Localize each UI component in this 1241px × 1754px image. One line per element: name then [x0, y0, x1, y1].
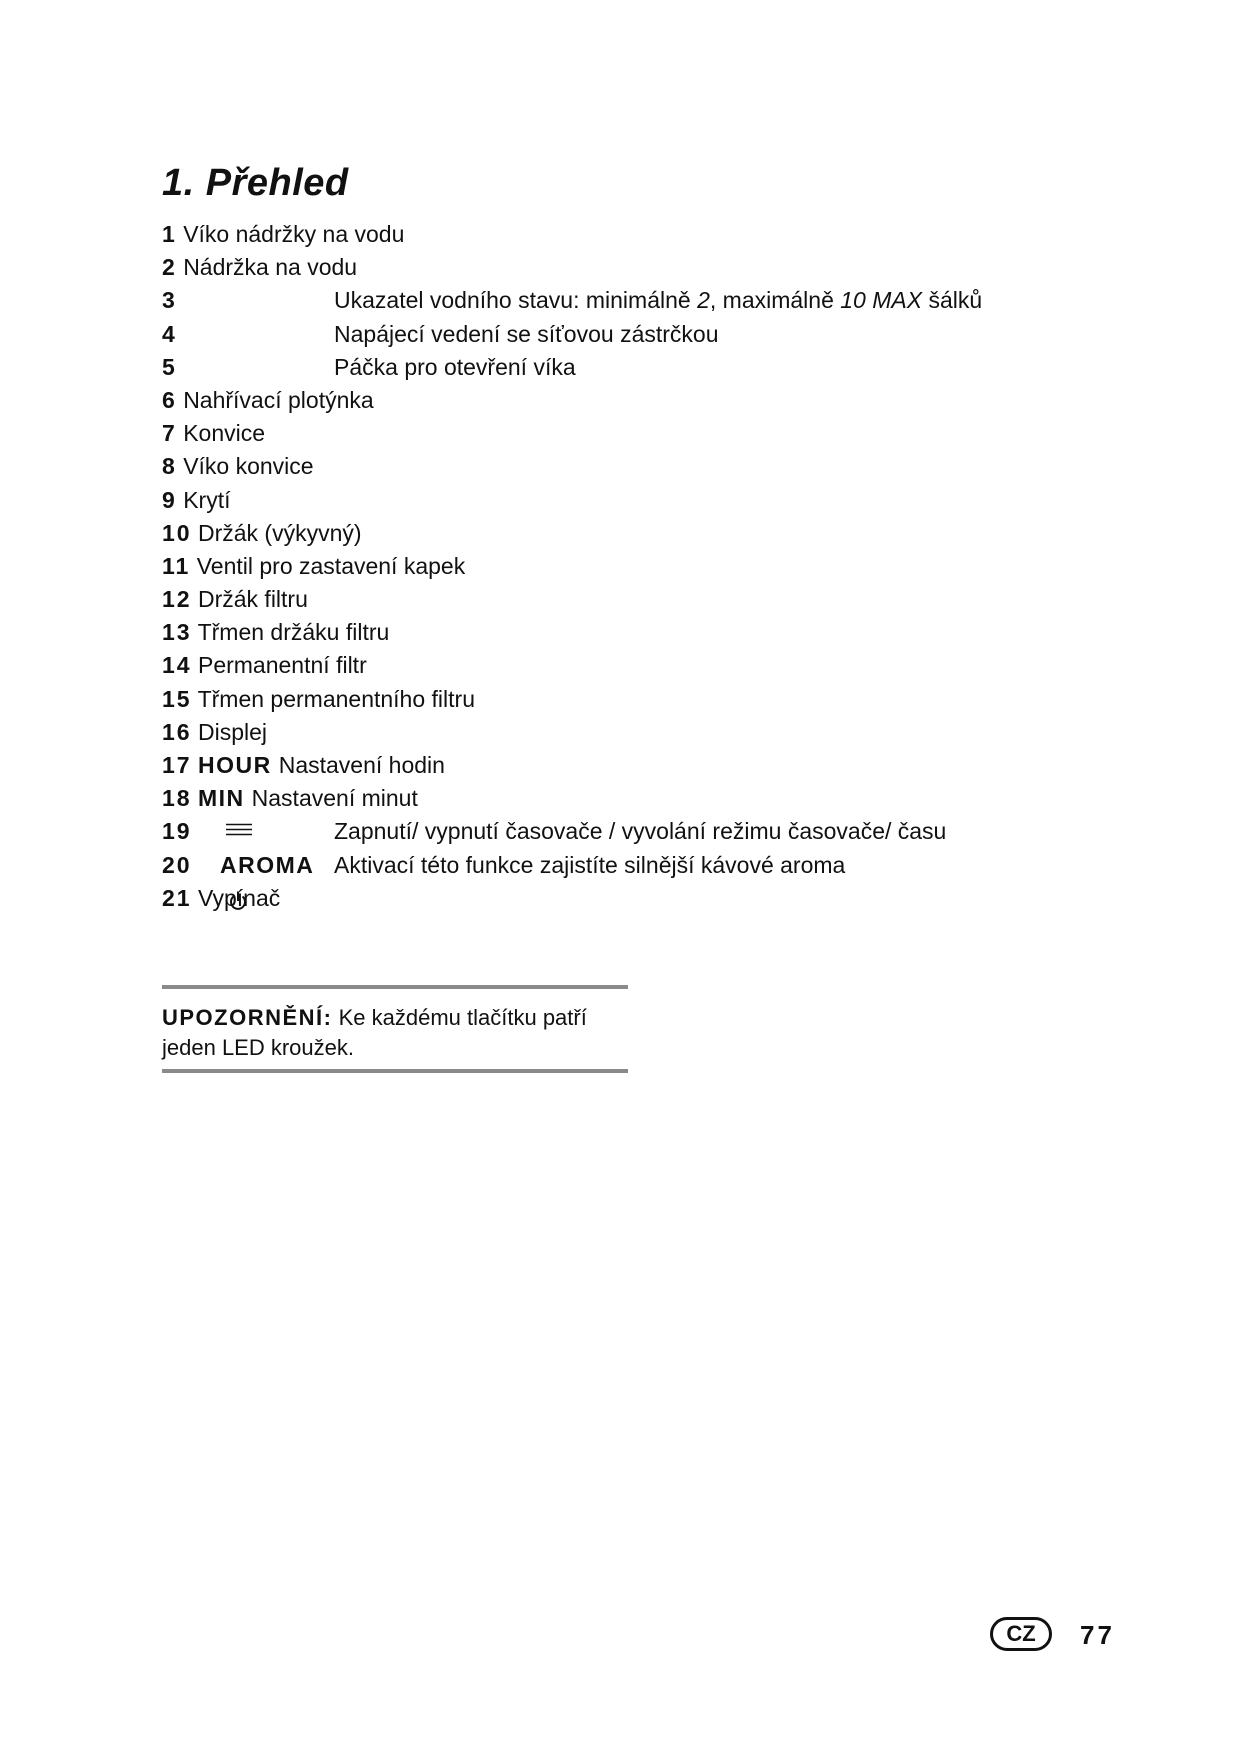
item-text: Páčka pro otevření víka [334, 353, 576, 380]
list-item [162, 683, 1062, 716]
list-item [162, 417, 1062, 450]
list-item [162, 616, 1062, 649]
list-item [162, 583, 1062, 616]
item-number: 4 [162, 320, 177, 347]
list-item [162, 550, 1062, 583]
item-text: Vypínač [197, 884, 281, 911]
item-number: 8 [162, 453, 177, 480]
list-item [162, 251, 1062, 284]
water-level-max: 10 MAX [840, 287, 923, 314]
list-item [162, 716, 1062, 749]
water-level-separator: , maximálně [709, 287, 841, 314]
list-item [162, 849, 1062, 882]
item-text: Víko nádržky na vodu [183, 221, 405, 247]
list-item [162, 384, 1062, 417]
list-item [162, 815, 1062, 848]
item-text: Držák filtru [197, 586, 308, 613]
item-number: 10 [162, 519, 192, 546]
item-number: 6 [162, 386, 177, 413]
list-item [162, 218, 1062, 251]
item-number: 11 [162, 552, 191, 579]
note-label: UPOZORNĚNÍ: [162, 1005, 333, 1030]
item-number: 18 [162, 785, 192, 812]
note-top-rule [162, 985, 628, 989]
hour-key-label: HOUR [197, 752, 272, 778]
item-text: Displej [197, 718, 268, 745]
item-text: Konvice [183, 420, 266, 447]
item-text: Ventil pro zastavení kapek [196, 552, 466, 579]
item-number: 12 [162, 586, 192, 613]
list-item [162, 484, 1062, 517]
item-number: 19 [162, 818, 192, 845]
item-number: 14 [162, 652, 192, 679]
list-item [162, 284, 1062, 317]
power-icon [228, 890, 248, 912]
note-bottom-rule [162, 1069, 628, 1073]
item-text: Třmen permanentního filtru [197, 685, 475, 712]
item-text: Krytí [183, 486, 231, 513]
water-level-text: Ukazatel vodního stavu: minimálně [334, 287, 698, 314]
item-text: Nastavení minut [251, 785, 418, 812]
overview-list [162, 218, 1062, 915]
item-number: 16 [162, 718, 192, 745]
item-number: 9 [162, 486, 177, 513]
list-item [162, 749, 1062, 782]
item-number: 15 [162, 685, 192, 712]
item-number: 3 [162, 287, 177, 314]
item-text: Nastavení hodin [278, 752, 445, 778]
list-item [162, 351, 1062, 384]
item-text: Aktivací této funkce zajistíte silnější kávové aroma [334, 851, 846, 878]
list-item [162, 649, 1062, 682]
item-text [334, 284, 982, 317]
min-key-label: MIN [197, 785, 245, 812]
water-level-min: 2 [697, 287, 710, 314]
item-text: Permanentní filtr [197, 652, 367, 679]
note-box [162, 985, 628, 1075]
item-number: 21 [162, 884, 192, 911]
item-text: Napájecí vedení se síťovou zástrčkou [334, 320, 719, 347]
page-number: 77 [1080, 1620, 1115, 1650]
list-item [162, 517, 1062, 550]
item-number: 17 [162, 752, 192, 778]
item-text: Třmen držáku filtru [197, 619, 390, 646]
item-text: Víko konvice [183, 453, 314, 480]
list-item [162, 318, 1062, 351]
page-title: 1. Přehled [162, 162, 349, 204]
country-badge: CZ [990, 1617, 1052, 1651]
water-level-unit: šálků [922, 287, 983, 314]
menu-icon [226, 823, 252, 836]
aroma-key-label: AROMA [219, 851, 315, 878]
note-body: Ke každému tlačítku patří jeden LED kroužek. [162, 1005, 587, 1060]
item-text: Nahřívací plotýnka [183, 386, 374, 413]
item-number: 7 [162, 420, 177, 447]
note-text [162, 1003, 628, 1063]
item-number: 13 [162, 619, 192, 646]
item-text: Držák (výkyvný) [197, 519, 362, 546]
item-text: Nádržka na vodu [183, 254, 358, 281]
item-number: 2 [162, 254, 177, 281]
list-item [162, 782, 1062, 815]
list-item [162, 450, 1062, 483]
item-text: Zapnutí/ vypnutí časovače / vyvolání režimu časovače/ času [334, 818, 947, 845]
item-number: 20 [162, 851, 192, 878]
item-number: 5 [162, 353, 177, 380]
list-item [162, 882, 1062, 915]
item-number: 1 [162, 221, 177, 247]
